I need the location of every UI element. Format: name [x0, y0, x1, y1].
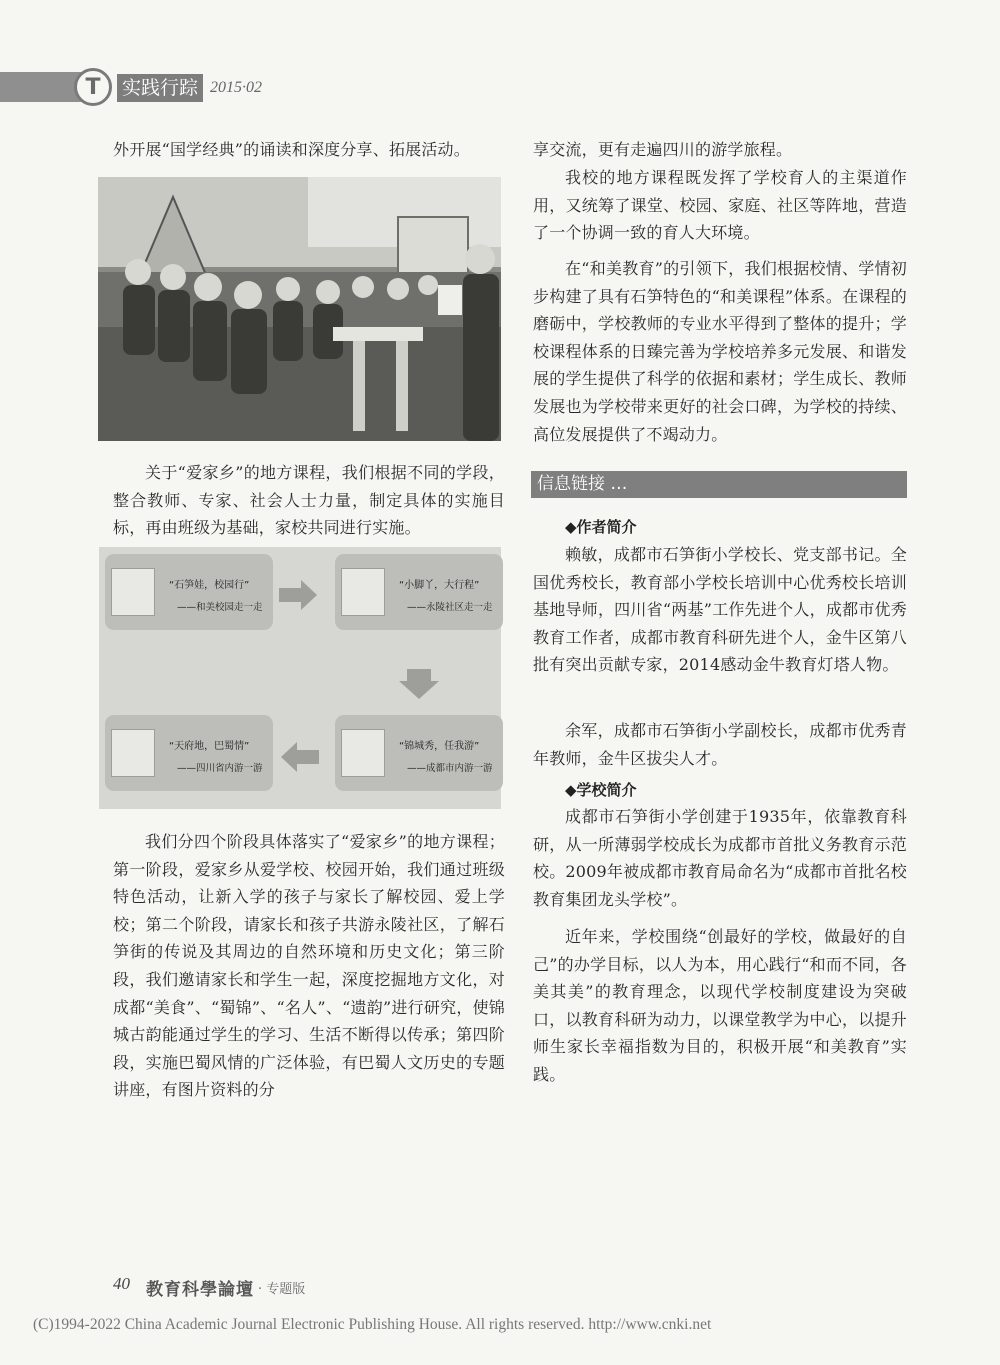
left-paragraph-1: 外开展“国学经典”的诵读和深度分享、拓展活动。 [113, 140, 470, 159]
flow-step-4 [105, 715, 273, 791]
magazine-name: 教育科學論壇 [146, 1280, 254, 1300]
left-paragraph-3: 我们分四个阶段具体落实了“爱家乡”的地方课程；第一阶段，爱家乡从爱学校、校园开始，我们通过班级特色活动，让新入学的孩子与家长了解校园、爱上学校；第二个阶段，请家长和孩子共游永陵社区，了解石笋街的传说及其周边的自然环境和历史文化；第三阶段，我们邀请家长和学生一起，深度挖掘地方文化，对成都“美食”、“蜀锦”、“名人”、“遗韵”进行研究，使锦城古韵能通过学生的学习、生活不断得以传承；第四阶段，实施巴蜀风情的广泛体验，有巴蜀人文历史的专题讲座，有图片资料的分 [113, 832, 505, 1100]
flow-step-2 [335, 554, 503, 630]
section-title: 实践行踪 [117, 74, 203, 102]
flow-step-2-subtitle: ——永陵社区走一走 [407, 602, 493, 613]
school-thumbnail-icon [111, 568, 155, 616]
flow-step-3-title: “锦城秀，任我游” [399, 741, 480, 752]
edition-label: · 专题版 [258, 1282, 306, 1297]
flow-step-1 [105, 554, 273, 630]
journal-logo-icon: T [74, 68, 112, 106]
school-heading: ◆学校简介 [565, 781, 637, 799]
copyright-notice: (C)1994-2022 China Academic Journal Electronic Publishing House. All rights reserved. http://www.cnki.net [33, 1316, 712, 1333]
right-paragraph-1: 享交流，更有走遍四川的游学旅程。 [533, 140, 793, 159]
left-paragraph-2: 关于“爱家乡”的地方课程，我们根据不同的学段，整合教师、专家、社会人士力量，制定具体的实施目标，再由班级为基础，家校共同进行实施。 [113, 463, 505, 538]
arrow-left-icon [279, 742, 319, 772]
issue-number: 2015·02 [210, 79, 262, 96]
classroom-photo [98, 177, 501, 441]
classroom-photo-image [98, 177, 501, 441]
flow-step-1-title: “石笋娃，校园行” [169, 580, 250, 591]
page-number: 40 [113, 1274, 130, 1293]
flow-step-4-title: “天府地，巴蜀情” [169, 741, 250, 752]
flow-step-3-subtitle: ——成都市内游一游 [407, 763, 493, 774]
school-intro-1: 成都市石笋街小学创建于1935年，依靠教育科研，从一所薄弱学校成长为成都市首批义务教育示范校。2009年被成都市教育局命名为“成都市首批名校教育集团龙头学校”。 [533, 807, 907, 909]
author-heading: ◆作者简介 [565, 518, 637, 536]
flow-step-2-title: “小脚丫，大行程” [399, 580, 480, 591]
right-paragraph-2: 我校的地方课程既发挥了学校育人的主渠道作用，又统筹了课堂、校园、家庭、社区等阵地，营造了一个协调一致的育人大环境。 [533, 168, 907, 243]
school-intro-2: 近年来，学校围绕“创最好的学校，做最好的自己”的办学目标，以人为本，用心践行“和而不同，各美其美”的教育理念，以现代学校制度建设为突破口，以教育科研为动力，以课堂教学为中心，以提升师生家长幸福指数为目的，积极开展“和美教育”实践。 [533, 927, 907, 1084]
community-thumbnail-icon [341, 568, 385, 616]
arrow-down-icon [399, 669, 439, 699]
author-bio-1: 赖敏，成都市石笋街小学校长、党支部书记。全国优秀校长，教育部小学校长培训中心优秀校长培训基地导师，四川省“两基”工作先进个人，成都市优秀教育工作者，成都市教育科研先进个人，金牛区第八批有突出贡献专家，2014感动金牛教育灯塔人物。 [533, 545, 907, 675]
city-thumbnail-icon [341, 729, 385, 777]
province-map-icon [111, 729, 155, 777]
flow-step-4-subtitle: ——四川省内游一游 [177, 763, 263, 774]
info-link-bar: 信息链接 … [531, 471, 907, 498]
curriculum-flow-diagram [99, 547, 501, 809]
flow-step-3 [335, 715, 503, 791]
right-paragraph-3: 在“和美教育”的引领下，我们根据校情、学情初步构建了具有石笋特色的“和美课程”体系。在课程的磨砺中，学校教师的专业水平得到了整体的提升；学校课程体系的日臻完善为学校培养多元发展、和谐发展的学生提供了科学的依据和素材；学生成长、教师发展也为学校带来更好的社会口碑，为学校的持续、高位发展提供了不竭动力。 [533, 259, 907, 444]
flow-step-1-subtitle: ——和美校园走一走 [177, 602, 263, 613]
author-bio-2: 余军，成都市石笋街小学副校长，成都市优秀青年教师，金牛区拔尖人才。 [533, 721, 907, 768]
arrow-right-icon [279, 580, 319, 610]
